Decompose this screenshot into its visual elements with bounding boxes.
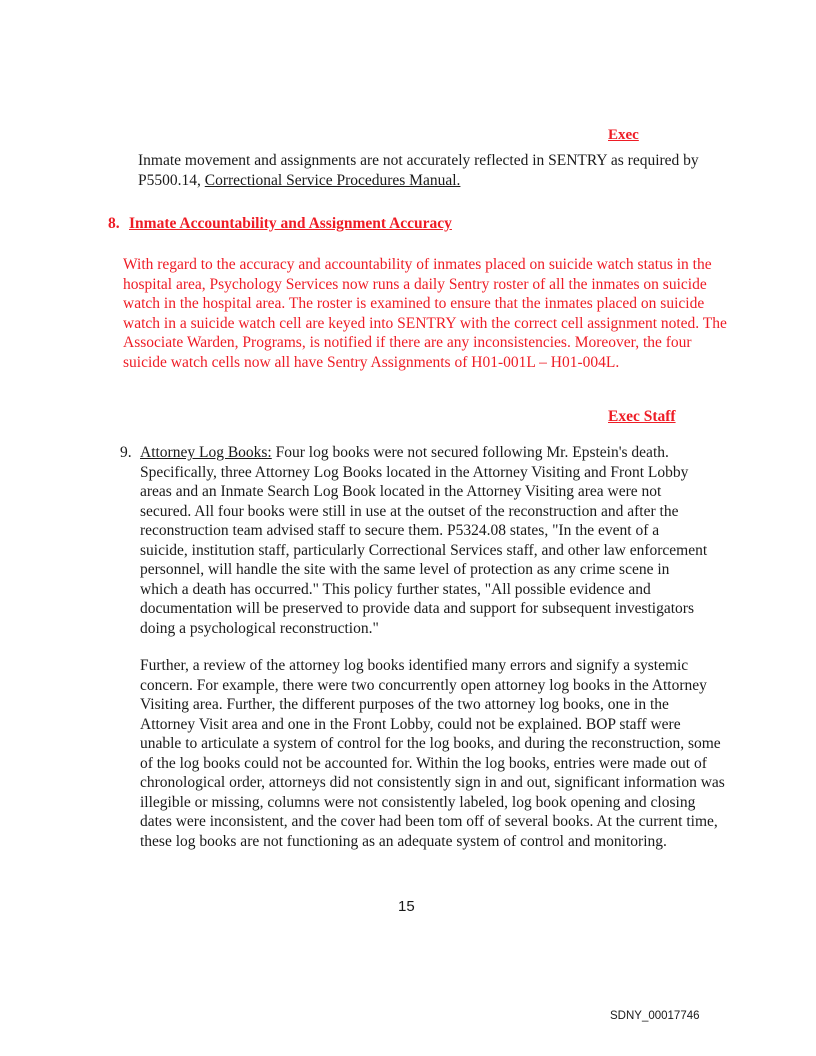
paragraph-sentry-accuracy bbox=[138, 151, 738, 190]
item-heading: Attorney Log Books: bbox=[140, 444, 272, 461]
manual-title: Correctional Service Procedures Manual. bbox=[204, 171, 461, 189]
item-9-text bbox=[140, 443, 710, 638]
paragraph-further-review: Further, a review of the attorney log books identified many errors and signify a systemic concern. For example, there were two concurrently open attorney log books in the Attorney Visiting area. Further, the different purposes of the two attorney log books, one in the Attorney Visit area and one in the Front Lobby, could not be explained. BOP staff were unable to articulate a system of control for the log books, and during the reconstruction, some of the log books could not be accounted for. Within the log books, entries were made out of chronological order, attorneys did not consistently sign in and out, significant information was illegible or missing, columns were not consistently labeled, log book opening and closing dates were inconsistent, and the cover had been tom off of several books. At the current time, these log books are not functioning as an adequate system of control and monitoring. bbox=[140, 657, 725, 850]
section-number: 8. bbox=[108, 215, 120, 232]
finding-item-9 bbox=[120, 443, 710, 638]
page-number: 15 bbox=[398, 898, 415, 915]
section-8-response: With regard to the accuracy and accountability of inmates placed on suicide watch status in the hospital area, Psychology Services now runs a daily Sentry roster of all the inmates on suicide watch in the hospital area. The roster is examined to ensure that the inmates placed on suicide watch in a suicide watch cell are keyed into SENTRY with the correct cell assignment noted. The Associate Warden, Programs, is notified if there are any inconsistencies. Moreover, the four suicide watch cells now all have Sentry Assignments of H01-001L – H01-004L. bbox=[123, 256, 727, 371]
bates-number: SDNY_00017746 bbox=[610, 1010, 700, 1022]
paragraph-text: Inmate movement and assignments are not accurately reflected in SENTRY as required by P5500.14, bbox=[138, 152, 699, 189]
section-8-heading bbox=[108, 215, 708, 233]
exec-staff-annotation: Exec Staff bbox=[608, 408, 676, 425]
section-title: Inmate Accountability and Assignment Accuracy bbox=[129, 215, 452, 232]
exec-annotation: Exec bbox=[608, 127, 639, 143]
item-number: 9. bbox=[120, 444, 132, 461]
item-body: Four log books were not secured following Mr. Epstein's death. Specifically, three Attorney Log Books located in the Attorney Visiting and Front Lobby areas and an Inmate Search Log Book located in the Attorney Visiting area were not secured. All four books were still in use at the outset of the reconstruction and after the reconstruction team advised staff to secure them. P5324.08 states, "In the event of a suicide, institution staff, particularly Correctional Services staff, and other law enforcement personnel, will handle the site with the same level of protection as any crime scene in which a death has occurred." This policy further states, "All possible evidence and documentation will be preserved to provide data and support for subsequent investigators doing a psychological reconstruction." bbox=[140, 444, 708, 637]
